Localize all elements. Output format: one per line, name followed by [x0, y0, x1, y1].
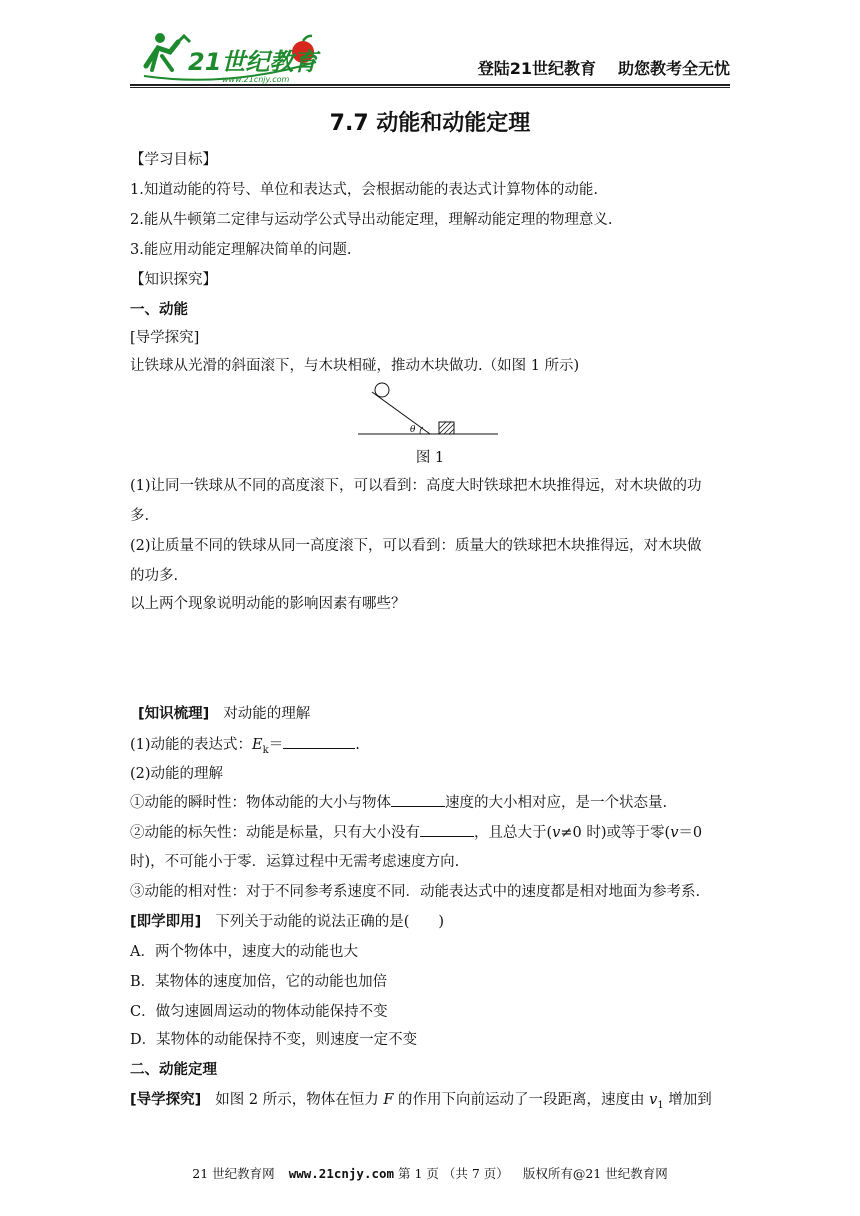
- answer-blank: [283, 734, 355, 749]
- instantaneity-point: ①动能的瞬时性：物体动能的大小与物体 速度的大小相对应，是一个状态量.: [130, 792, 740, 813]
- kinetic-expression: (1)动能的表达式：$E_k=$ .: [130, 734, 740, 761]
- answer-blank: [420, 822, 474, 837]
- objective-3: 3.能应用动能定理解决简单的问题.: [130, 242, 352, 258]
- observation-1: (1)让同一铁球从不同的高度滚下，可以看到：高度大时铁球把木块推得远，对木块做的功: [130, 478, 702, 494]
- observation-2-cont: 的功多.: [130, 568, 179, 584]
- objective-1: 1.知道动能的符号、单位和表达式，会根据动能的表达式计算物体的动能.: [130, 182, 598, 198]
- observation-2: (2)让质量不同的铁球从同一高度滚下，可以看到：质量大的铁球把木块推得远，对木块做: [130, 538, 702, 554]
- scalar-point: ②动能的标矢性：动能是标量，只有大小没有 ，且总大于(v≠0 时)或等于零(v＝0: [130, 822, 740, 843]
- objective-2: 2.能从牛顿第二定律与运动学公式导出动能定理，理解动能定理的物理意义.: [130, 212, 613, 228]
- site-logo: [138, 26, 328, 86]
- question-factors: 以上两个现象说明动能的影响因素有哪些？: [130, 596, 406, 612]
- logo-text: 21世纪教育: [188, 48, 318, 76]
- quick-practice-question: 下列关于动能的说法正确的是( ): [215, 914, 445, 930]
- option-a: A．两个物体中，速度大的动能也大: [130, 944, 358, 960]
- heading-kinetic-energy: 一、动能: [130, 302, 188, 318]
- quick-practice: [130, 912, 740, 932]
- figure-1-caption: 图 1: [415, 450, 445, 466]
- option-d: D．某物体的动能保持不变，则速度一定不变: [130, 1032, 418, 1048]
- understanding-heading: (2)动能的理解: [130, 766, 224, 782]
- knowledge-summary-topic: 对动能的理解: [223, 706, 311, 722]
- footer-page: 第 1 页 （共 7 页）: [398, 1166, 509, 1181]
- inquiry-text: 让铁球从光滑的斜面滚下，与木块相碰，推动木块做功.（如图 1 所示): [130, 358, 580, 374]
- footer-copyright: 版权所有@21 世纪教育网: [522, 1166, 668, 1181]
- theorem-inquiry: [导学探究] 如图 2 所示，物体在恒力 F 的作用下向前运动了一段距离，速度由 $v_1$ 增加到: [130, 1092, 712, 1111]
- knowledge-summary: [138, 704, 748, 724]
- page-header: [130, 20, 730, 84]
- iron-ball: [375, 383, 389, 397]
- section-explore: 【知识探究】: [130, 272, 217, 288]
- scalar-point-cont: 时)，不可能小于零．运算过程中无需考虑速度方向.: [130, 854, 460, 870]
- header-slogan: [478, 56, 730, 79]
- option-b: B．某物体的速度加倍，它的动能也加倍: [130, 974, 388, 990]
- slogan-left: 登陆21世纪教育: [477, 59, 596, 78]
- page-title: 7.7 动能和动能定理: [329, 111, 531, 136]
- angle-label: θ: [410, 425, 416, 435]
- figure-1-incline: [358, 382, 503, 440]
- section-objectives: 【学习目标】: [130, 152, 217, 168]
- guided-inquiry-label: [导学探究]: [130, 330, 200, 346]
- option-c: C．做匀速圆周运动的物体动能保持不变: [130, 1004, 388, 1020]
- heading-theorem: 二、动能定理: [130, 1062, 217, 1078]
- relativity-point: ③动能的相对性：对于不同参考系速度不同．动能表达式中的速度都是相对地面为参考系.: [130, 884, 701, 900]
- answer-blank: [391, 792, 445, 807]
- page-footer: [0, 1164, 860, 1182]
- footer-site: 21 世纪教育网: [192, 1166, 275, 1181]
- header-divider: [130, 84, 730, 86]
- header-divider-thin: [130, 87, 730, 88]
- logo-url: www.21cnjy.com: [222, 75, 290, 84]
- knowledge-summary-label: [知识梳理]: [138, 706, 210, 722]
- observation-1-cont: 多.: [130, 508, 150, 524]
- slogan-right: 助您教考全无忧: [617, 59, 730, 78]
- theorem-inquiry-label: [导学探究]: [130, 1092, 202, 1108]
- quick-practice-label: [即学即用]: [130, 914, 202, 930]
- footer-url[interactable]: www.21cnjy.com: [288, 1166, 395, 1181]
